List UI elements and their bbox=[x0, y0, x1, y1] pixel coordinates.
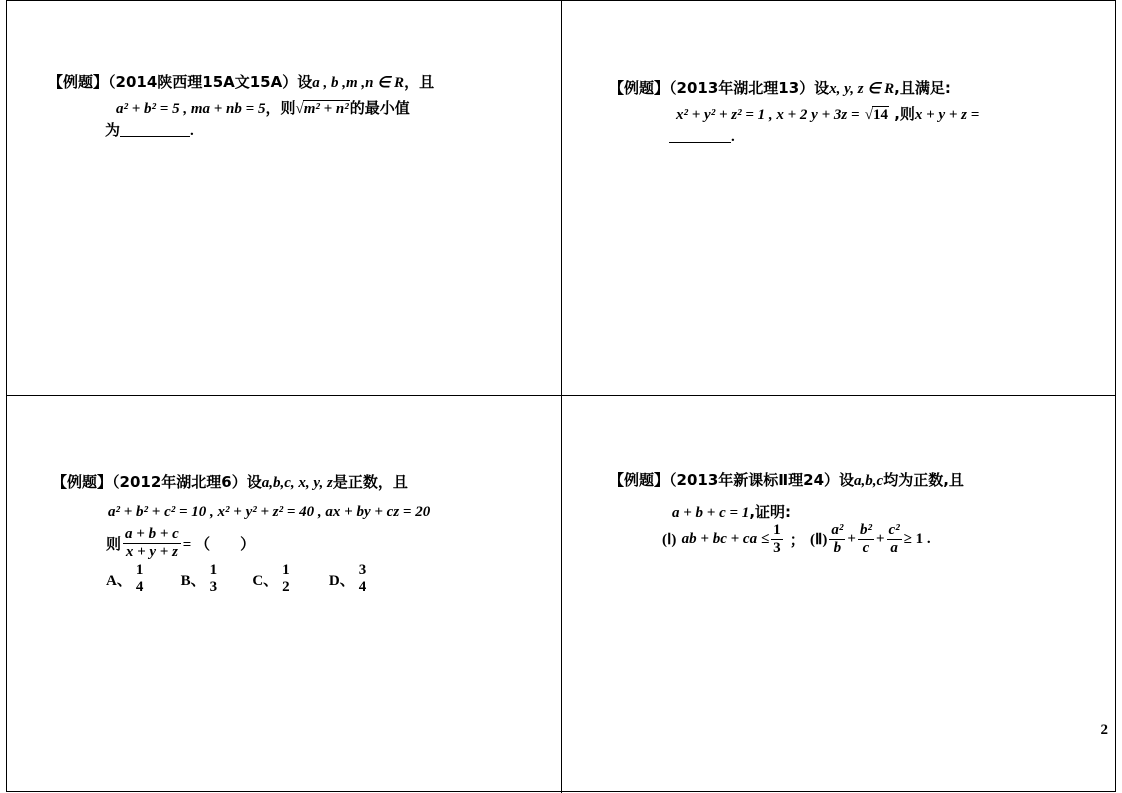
q4-part2-label: (Ⅱ) bbox=[810, 532, 828, 548]
q4-vars: a,b,c bbox=[854, 473, 884, 489]
q1-tail2: 的最小值 bbox=[349, 99, 410, 117]
q3-line1 bbox=[52, 471, 408, 492]
q1-equation: a² + b² = 5 , ma + nb = 5 bbox=[116, 101, 266, 117]
q2-line1 bbox=[609, 77, 951, 98]
q1-tail: ，且 bbox=[404, 73, 435, 91]
q1-tag: 【例题】 bbox=[48, 73, 109, 91]
q3-source: （2012年湖北理6）设 bbox=[112, 473, 262, 491]
q1-answer-blank bbox=[120, 122, 190, 137]
q3-frac-num: a + b + c bbox=[125, 526, 179, 542]
q3-tag: 【例题】 bbox=[52, 473, 113, 491]
q2-root: 14 bbox=[872, 107, 888, 123]
q4-part1-expr: ab + bc + ca ≤ bbox=[681, 531, 770, 547]
q3-ze: 则 bbox=[106, 535, 122, 553]
q2-tail2: ,则 bbox=[894, 105, 915, 123]
q2-ask: x + y + z = bbox=[914, 107, 980, 123]
q1-line1 bbox=[48, 71, 434, 92]
q1-wei: 为 bbox=[105, 121, 121, 139]
q1-source: （2014陕西理15A文15A）设 bbox=[108, 73, 313, 91]
q3-options bbox=[106, 562, 370, 596]
page-number: 2 bbox=[1100, 722, 1108, 738]
q4-sep: ； bbox=[789, 531, 805, 549]
q1-line3 bbox=[105, 119, 194, 140]
vertical-divider bbox=[561, 0, 562, 793]
q4-part2-tail: ≥ 1 . bbox=[903, 531, 931, 547]
q3-option-a: A、 1 4 bbox=[106, 562, 144, 595]
q4-term-1: $\frac{\text{a²}}{b}$ bbox=[831, 522, 844, 556]
q4-source: （2013年新课标Ⅱ理24）设 bbox=[669, 471, 855, 489]
q2-tag: 【例题】 bbox=[609, 79, 670, 97]
q3-fraction bbox=[123, 526, 181, 561]
q3-equation: a² + b² + c² = 10 , x² + y² + z² = 40 , ax + by + cz = 20 bbox=[108, 504, 431, 520]
q4-prove: ,证明: bbox=[749, 503, 792, 521]
q3-paren: = （ ） bbox=[182, 537, 256, 553]
q3-line3 bbox=[106, 526, 255, 561]
q3-option-b: B、 1 3 bbox=[180, 562, 218, 595]
q2-vars: x, y, z ∈ R bbox=[829, 81, 895, 97]
q4-part1-frac: $\frac{1}{3}$ bbox=[773, 522, 781, 556]
q2-tail: ,且满足: bbox=[894, 79, 951, 97]
q2-line2: x² + y² + z² = 1 , x + 2 y + 3z = √14 ,则x + y + z = bbox=[676, 105, 980, 123]
q4-tag: 【例题】 bbox=[609, 471, 670, 489]
q2-answer-blank bbox=[669, 128, 731, 143]
q4-condition: a + b + c = 1 bbox=[672, 505, 750, 521]
q2-end: . bbox=[731, 129, 735, 145]
q1-root: m² + n² bbox=[303, 101, 349, 117]
q4-line2 bbox=[672, 501, 791, 522]
q3-option-c: C、 1 2 bbox=[252, 562, 290, 595]
q4-part1-label: (Ⅰ) bbox=[662, 532, 677, 548]
q4-line1 bbox=[609, 469, 964, 490]
q4-tail: 均为正数,且 bbox=[883, 471, 964, 489]
q3-line2 bbox=[108, 502, 430, 521]
q1-mid: ，则 bbox=[265, 99, 296, 117]
q1-line2: a² + b² = 5 , ma + nb = 5，则√m² + n²的最小值 bbox=[116, 99, 410, 117]
q2-equation: x² + y² + z² = 1 , x + 2 y + 3z = bbox=[676, 107, 860, 123]
q4-term-3: $\frac{\text{c²}}{a}$ bbox=[888, 522, 900, 556]
q3-tail: 是正数，且 bbox=[332, 473, 408, 491]
q3-vars: a,b,c, x, y, z bbox=[261, 475, 333, 491]
q4-term-2: $\frac{\text{b²}}{c}$ bbox=[859, 522, 872, 556]
q3-frac-den: x + y + z bbox=[125, 544, 178, 560]
q1-vars: a , b ,m ,n ∈ R bbox=[312, 75, 405, 91]
q1-end: . bbox=[190, 123, 194, 139]
q2-line3 bbox=[669, 127, 735, 146]
q3-option-d: D、 3 4 bbox=[328, 562, 367, 595]
q2-source: （2013年湖北理13）设 bbox=[669, 79, 830, 97]
q4-line3: (Ⅰ) ab + bc + ca ≤ $\frac{1}{3}$ ； (Ⅱ) $\frac{\text{a²}}{b}$ + $\frac{\text{b²}}{c}$ + $\frac{\text{c²}}{a}$ ≥ 1 . bbox=[662, 522, 931, 556]
